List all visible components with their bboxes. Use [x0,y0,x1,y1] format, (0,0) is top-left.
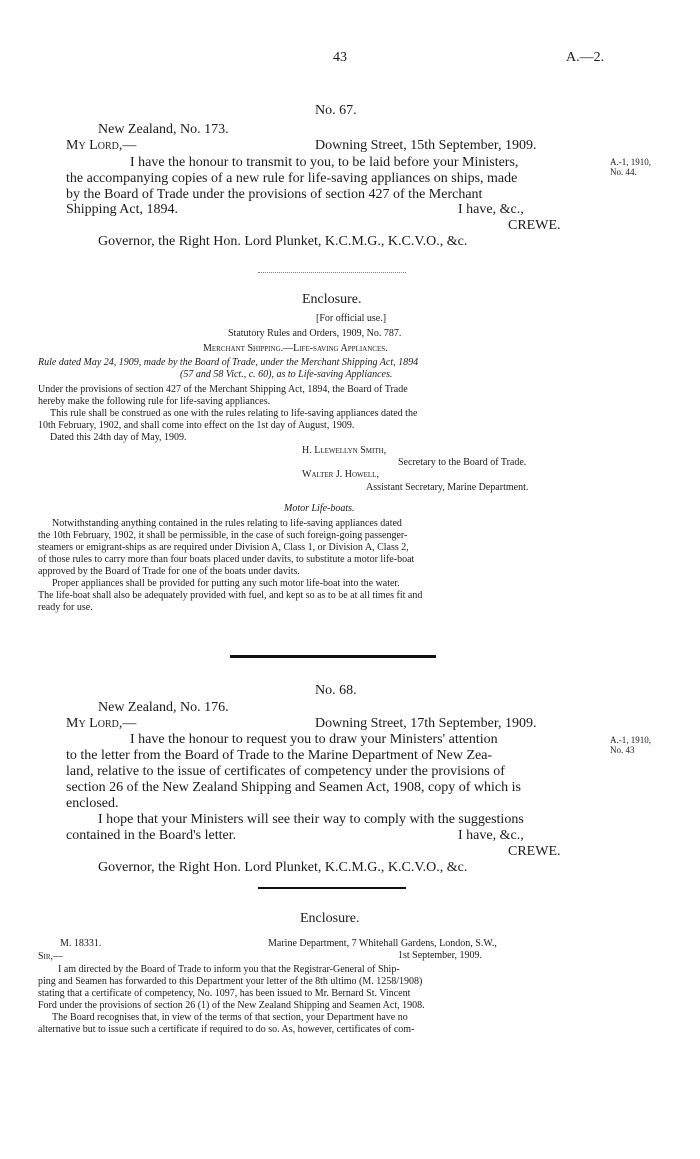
rule-heading: Rule dated May 24, 1909, made by the Board of Trade, under the Merchant Shipping Act, 1894 [38,357,419,368]
letter-line: I am directed by the Board of Trade to inform you that the Registrar-General of Ship- [58,964,400,975]
divider [258,272,406,273]
letter-line: Ford under the provisions of section 26 (1) of the New Zealand Shipping and Seamen Act, 1908. [38,1000,425,1011]
page-number: 43 [333,50,347,65]
salutation: Sir,— [38,951,64,962]
body-line: I hope that your Ministers will see their way to comply with the suggestions [98,812,524,827]
margin-reference: A.-1, 1910, [610,735,651,745]
body-line: Shipping Act, 1894. [66,202,179,217]
margin-reference: No. 44. [610,167,637,177]
subject-heading: Merchant Shipping.—Life-saving Appliances. [203,343,388,354]
letter-line: The Board recognises that, in view of the terms of that section, your Department have no [52,1012,408,1023]
letter-line: ping and Seamen has forwarded to this Department your letter of the 8th ultimo (M. 1258/1908) [38,976,423,987]
statutory-reference: Statutory Rules and Orders, 1909, No. 787. [228,328,402,339]
place-date: Downing Street, 15th September, 1909. [315,138,537,153]
body-line: I have the honour to request you to draw your Ministers' attention [130,732,498,747]
signer-name: Walter J. Howell, [302,469,379,480]
motor-lifeboat-line: the 10th February, 1902, it shall be permissible, in the case of such foreign-going passenger- [38,530,408,541]
section-heading: Motor Life-boats. [284,503,355,514]
body-line: the accompanying copies of a new rule for life-saving appliances on ships, made [66,171,518,186]
body-line: to the letter from the Board of Trade to the Marine Department of New Zea- [66,748,493,763]
rule-paragraph-line: Dated this 24th day of May, 1909. [50,432,187,443]
section-divider [230,655,436,658]
letter-line: stating that a certificate of competency, No. 1097, has been issued to Mr. Bernard St. Vincent [38,988,411,999]
signer-title: Secretary to the Board of Trade. [398,457,527,468]
official-use-note: [For official use.] [316,313,387,324]
sender-address: Marine Department, 7 Whitehall Gardens, London, S.W., [268,938,497,949]
closing: I have, &c., [458,828,524,843]
body-line: I have the honour to transmit to you, to be laid before your Ministers, [130,155,519,170]
addressee: Governor, the Right Hon. Lord Plunket, K.C.M.G., K.C.V.O., &c. [98,234,468,249]
letter-reference: New Zealand, No. 173. [98,122,229,137]
reference-number: M. 18331. [60,938,102,949]
divider [258,887,406,889]
motor-lifeboat-line: of those rules to carry more than four boats placed under davits, to substitute a motor life-boat [38,554,415,565]
motor-lifeboat-line: steamers or emigrant-ships as are required under Division A, Class 1, or Division A, Class 2, [38,542,409,553]
signature: CREWE. [508,218,561,233]
letter-number: No. 67. [315,103,357,118]
letter-line: alternative but to issue such a certificate if required to do so. As, however, certificates of com- [38,1024,415,1035]
letter-date: 1st September, 1909. [398,950,483,961]
enclosure-title: Enclosure. [300,911,360,926]
body-line: land, relative to the issue of certificates of competency under the provisions of [66,764,505,779]
body-line: section 26 of the New Zealand Shipping and Seamen Act, 1908, copy of which is [66,780,521,795]
rule-paragraph-line: 10th February, 1902, and shall come into effect on the 1st day of August, 1909. [38,420,355,431]
letter-number: No. 68. [315,683,357,698]
rule-heading: (57 and 58 Vict., c. 60), as to Life-saving Appliances. [180,369,393,380]
rule-paragraph-line: hereby make the following rule for life-saving appliances. [38,396,271,407]
rule-paragraph-line: Under the provisions of section 427 of the Merchant Shipping Act, 1894, the Board of Trade [38,384,408,395]
margin-reference: No. 43 [610,745,635,755]
body-line: enclosed. [66,796,119,811]
letter-reference: New Zealand, No. 176. [98,700,229,715]
signature: CREWE. [508,844,561,859]
closing: I have, &c., [458,202,524,217]
addressee: Governor, the Right Hon. Lord Plunket, K.C.M.G., K.C.V.O., &c. [98,860,468,875]
document-reference: A.—2. [566,50,605,65]
margin-reference: A.-1, 1910, [610,157,651,167]
rule-paragraph-line: This rule shall be construed as one with the rules relating to life-saving appliances dated the [50,408,418,419]
motor-lifeboat-line: approved by the Board of Trade for one of the boats under davits. [38,566,300,577]
salutation: My Lord,— [66,138,137,153]
place-date: Downing Street, 17th September, 1909. [315,716,537,731]
signer-title: Assistant Secretary, Marine Department. [366,482,529,493]
salutation: My Lord,— [66,716,137,731]
body-line: contained in the Board's letter. [66,828,237,843]
signer-name: H. Llewellyn Smith, [302,445,387,456]
body-line: by the Board of Trade under the provisions of section 427 of the Merchant [66,187,483,202]
enclosure-title: Enclosure. [302,292,362,307]
motor-lifeboat-line: Notwithstanding anything contained in the rules relating to life-saving appliances dated [52,518,402,529]
motor-lifeboat-line: The life-boat shall also be adequately provided with fuel, and kept so as to be at all times fit and [38,590,423,601]
motor-lifeboat-line: Proper appliances shall be provided for putting any such motor life-boat into the water. [52,578,400,589]
motor-lifeboat-line: ready for use. [38,602,93,613]
